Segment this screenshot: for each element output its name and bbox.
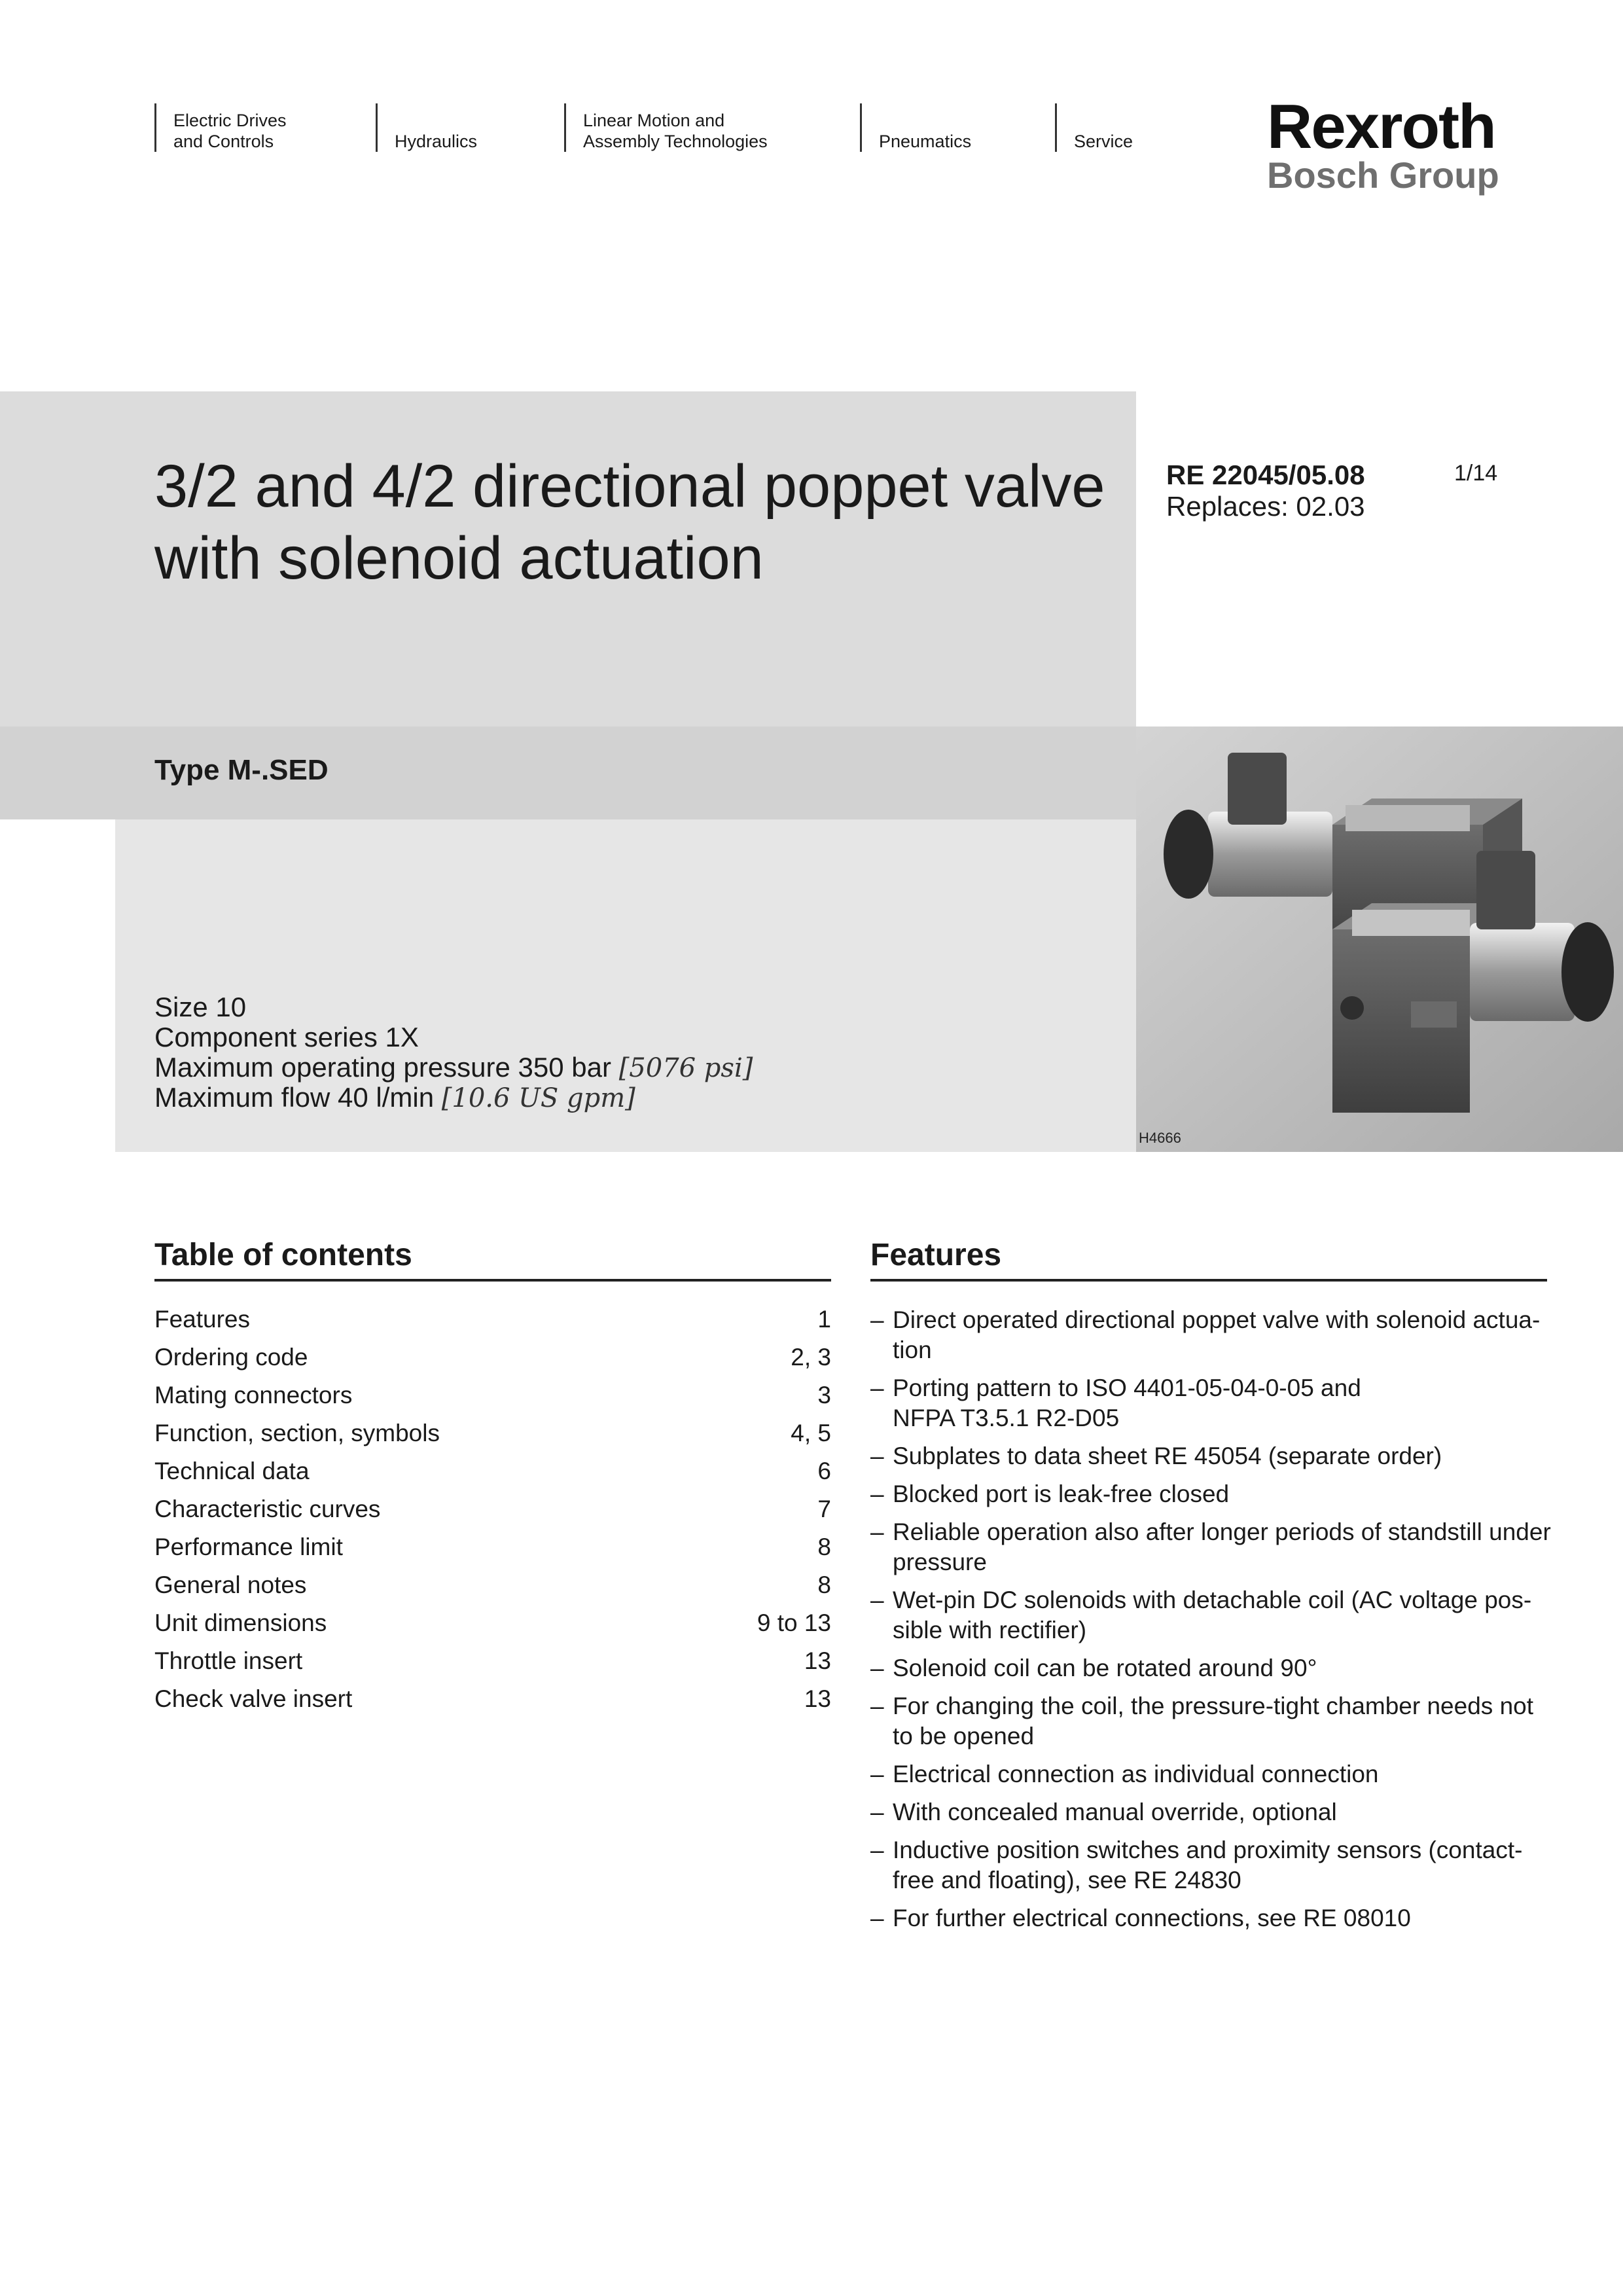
feature-text-cont: sible with rectifier) [893, 1617, 1087, 1643]
feature-text: For further electrical connections, see RE 08010 [893, 1905, 1411, 1931]
toc-row[interactable] [154, 1609, 831, 1647]
feature-text: Subplates to data sheet RE 45054 (separate order) [893, 1443, 1442, 1469]
feature-text-cont: pressure [893, 1549, 987, 1575]
feature-item [870, 1759, 1551, 1789]
feature-text: With concealed manual override, optional [893, 1799, 1337, 1825]
bosch-group-logo: Bosch Group [1267, 154, 1499, 196]
toc-heading: Table of contents [154, 1237, 831, 1282]
feature-item [870, 1373, 1551, 1433]
nav-label-line2: Assembly Technologies [583, 132, 768, 151]
replaces-note: Replaces: 02.03 [1166, 491, 1365, 522]
feature-dash: – [870, 1587, 884, 1613]
toc-row[interactable] [154, 1381, 831, 1419]
toc-label: Performance limit [154, 1534, 343, 1560]
toc-row[interactable] [154, 1457, 831, 1495]
nav-pneumatics[interactable] [860, 103, 971, 152]
toc-row[interactable] [154, 1533, 831, 1571]
feature-dash: – [870, 1480, 884, 1507]
toc-row[interactable] [154, 1343, 831, 1381]
toc-label: Unit dimensions [154, 1609, 327, 1636]
nav-electric-drives[interactable] [154, 103, 287, 152]
feature-item [870, 1903, 1551, 1933]
title-line-2: with solenoid actuation [154, 525, 764, 592]
title-line-1: 3/2 and 4/2 directional poppet valve [154, 453, 1105, 520]
toc-page: 9 to 13 [757, 1609, 831, 1636]
valve-illustration [1136, 726, 1623, 1152]
page-title [154, 450, 1123, 594]
toc-page: 13 [804, 1647, 831, 1674]
feature-text-cont: tion [893, 1336, 932, 1363]
product-photo [1136, 726, 1623, 1152]
nav-service[interactable] [1055, 103, 1133, 152]
toc-label: Mating connectors [154, 1382, 353, 1408]
type-label: Type M-.SED [154, 754, 329, 786]
nav-label-line1: Linear Motion and [583, 111, 725, 130]
feature-text: For changing the coil, the pressure-tight chamber needs not [893, 1693, 1534, 1719]
feature-dash: – [870, 1693, 884, 1719]
nav-label-line2: Service [1074, 132, 1133, 151]
rexroth-logo: Rexroth [1267, 92, 1495, 162]
spec-pressure [154, 1052, 753, 1083]
feature-dash: – [870, 1443, 884, 1469]
toc-label: Features [154, 1306, 251, 1333]
page-number: 1/14 [1454, 461, 1498, 486]
feature-item [870, 1797, 1551, 1827]
nav-label-line2: Pneumatics [879, 132, 972, 151]
document-number: RE 22045/05.08 [1166, 459, 1365, 490]
toc-label: General notes [154, 1571, 307, 1598]
feature-text: Electrical connection as individual connection [893, 1761, 1379, 1787]
feature-text: Reliable operation also after longer periods of standstill under [893, 1518, 1551, 1545]
feature-dash: – [870, 1761, 884, 1787]
toc-row[interactable] [154, 1305, 831, 1343]
feature-text: Blocked port is leak-free closed [893, 1480, 1230, 1507]
feature-text-cont: to be opened [893, 1723, 1035, 1749]
toc-page: 4, 5 [791, 1420, 831, 1446]
feature-item [870, 1441, 1551, 1471]
toc-label: Technical data [154, 1458, 310, 1484]
feature-text: Solenoid coil can be rotated around 90° [893, 1655, 1317, 1681]
toc-row[interactable] [154, 1685, 831, 1723]
feature-text: Wet-pin DC solenoids with detachable coil (AC voltage pos- [893, 1587, 1532, 1613]
feature-dash: – [870, 1905, 884, 1931]
feature-dash: – [870, 1799, 884, 1825]
feature-dash: – [870, 1837, 884, 1863]
toc-label: Function, section, symbols [154, 1420, 440, 1446]
toc-label: Characteristic curves [154, 1496, 381, 1522]
feature-text: Porting pattern to ISO 4401-05-04-0-05 and [893, 1374, 1361, 1401]
toc-page: 8 [817, 1534, 831, 1560]
feature-item [870, 1517, 1551, 1577]
toc-row[interactable] [154, 1419, 831, 1457]
feature-text: Direct operated directional poppet valve with solenoid actua- [893, 1306, 1541, 1333]
feature-dash: – [870, 1518, 884, 1545]
feature-dash: – [870, 1306, 884, 1333]
spec-pressure-imperial: [5076 psi] [618, 1053, 753, 1083]
feature-item [870, 1305, 1551, 1365]
features-heading: Features [870, 1237, 1547, 1282]
toc-page: 8 [817, 1571, 831, 1598]
toc-label: Ordering code [154, 1344, 308, 1371]
feature-item [870, 1835, 1551, 1895]
nav-hydraulics[interactable] [376, 103, 477, 152]
feature-item [870, 1653, 1551, 1683]
spec-flow-imperial: [10.6 US gpm] [441, 1083, 635, 1113]
feature-text-cont: NFPA T3.5.1 R2-D05 [893, 1405, 1120, 1431]
feature-dash: – [870, 1655, 884, 1681]
feature-item [870, 1479, 1551, 1509]
toc-page: 7 [817, 1496, 831, 1522]
toc-label: Check valve insert [154, 1685, 353, 1712]
spec-flow [154, 1083, 635, 1113]
toc-page: 2, 3 [791, 1344, 831, 1371]
spec-size: Size 10 [154, 992, 247, 1022]
feature-item [870, 1691, 1551, 1751]
toc-page: 3 [817, 1382, 831, 1408]
toc-row[interactable] [154, 1571, 831, 1609]
spec-pressure-metric: Maximum operating pressure 350 bar [154, 1052, 612, 1083]
toc-row[interactable] [154, 1647, 831, 1685]
feature-text-cont: free and floating), see RE 24830 [893, 1867, 1241, 1893]
spec-series: Component series 1X [154, 1022, 419, 1052]
toc-label: Throttle insert [154, 1647, 303, 1674]
toc-page: 13 [804, 1685, 831, 1712]
spec-flow-metric: Maximum flow 40 l/min [154, 1082, 435, 1113]
nav-linear-motion[interactable] [564, 103, 768, 152]
feature-text: Inductive position switches and proximity sensors (contact- [893, 1837, 1523, 1863]
feature-dash: – [870, 1374, 884, 1401]
toc-page: 6 [817, 1458, 831, 1484]
photo-id: H4666 [1139, 1130, 1181, 1146]
nav-label-line2: Hydraulics [395, 132, 478, 151]
toc-row[interactable] [154, 1495, 831, 1533]
nav-label-line1: Electric Drives [173, 111, 287, 130]
toc-page: 1 [817, 1306, 831, 1333]
nav-label-line2: and Controls [173, 132, 274, 151]
feature-item [870, 1585, 1551, 1645]
